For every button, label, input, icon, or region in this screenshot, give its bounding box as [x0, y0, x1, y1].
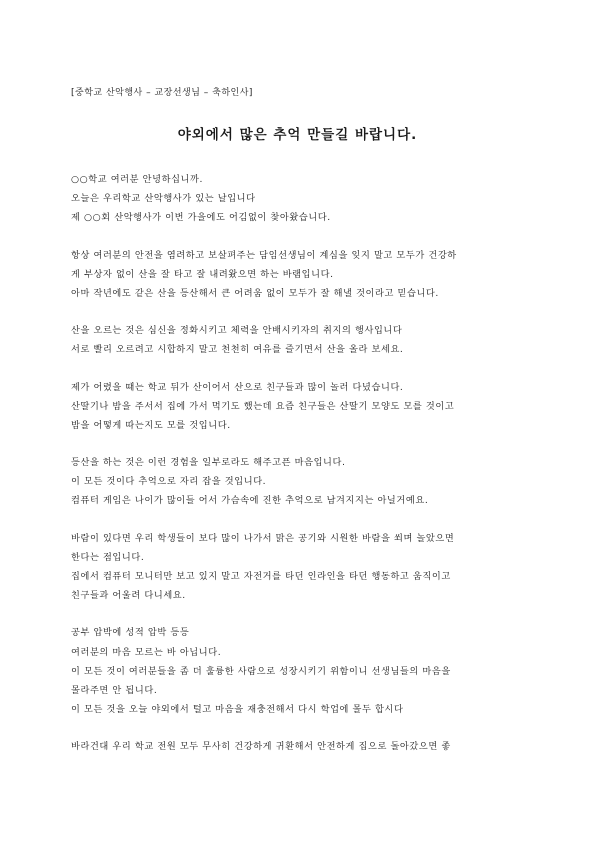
paragraph-memories — [71, 378, 531, 436]
text-line: 이 모든 것이다 추억으로 자리 잡을 것입니다. — [71, 476, 267, 488]
text-line: 오늘은 우리학교 산악행사가 있는 날입니다 — [71, 193, 256, 205]
text-line: 이 모든 것을 오늘 야외에서 털고 마음을 재충전해서 다시 학업에 몰두 합시다 — [71, 704, 404, 716]
paragraph-study-pressure — [71, 623, 531, 719]
text-line: 바라건대 우리 학교 전원 모두 무사히 건강하게 귀환해서 안전하게 집으로 돌아갔으면 좋 — [71, 741, 451, 753]
text-line: 한다는 점입니다. — [71, 551, 145, 563]
paragraph-greeting — [71, 170, 531, 228]
text-line: 친구들과 어울려 다니세요. — [71, 590, 186, 602]
text-line: 몰라주면 안 됩니다. — [71, 684, 158, 696]
text-line: 이 모든 것이 여러분들을 좀 더 훌륭한 사람으로 성장시키기 위함이니 선생님들의 마음을 — [71, 665, 451, 677]
text-line: 아마 작년에도 같은 산을 등산해서 큰 어려움 없이 모두가 잘 해낼 것이라고 믿습니다. — [71, 287, 439, 299]
text-line: 서로 빨리 오르려고 시합하지 말고 천천히 여유를 즐기면서 산을 올라 보세요. — [71, 344, 404, 356]
text-line: 밤을 어떻게 따는지도 모를 것입니다. — [71, 419, 231, 431]
document-header-tag: [중학교 산악행사 – 교장선생님 – 축하인사] — [71, 88, 253, 98]
paragraph-closing — [71, 737, 531, 756]
text-line: 제가 어렸을 때는 학교 뒤가 산이어서 산으로 친구들과 많이 놀러 다녔습니다. — [71, 381, 404, 393]
paragraph-experience — [71, 453, 531, 511]
text-line: 공부 압박에 성적 압박 등등 — [71, 627, 190, 639]
document-title: 야외에서 많은 추억 만들길 바랍니다. — [177, 127, 418, 143]
text-line: 등산을 하는 것은 이런 경험을 일부로라도 해주고픈 마음입니다. — [71, 457, 346, 469]
text-line: 게 부상자 없이 산을 잘 타고 잘 내려왔으면 하는 바램입니다. — [71, 268, 334, 280]
text-line: 컴퓨터 게임은 나이가 많이들 어서 가슴속에 진한 추억으로 남겨지지는 아닐거예요. — [71, 495, 429, 507]
text-line: ○○학교 여러분 안녕하십니까. — [71, 174, 204, 185]
document-body — [71, 170, 531, 775]
paragraph-wish — [71, 529, 531, 606]
paragraph-safety — [71, 246, 531, 304]
text-line: 산딸기나 밤을 주서서 집에 가서 먹기도 했는데 요즘 친구들은 산딸기 모양도 모를 것이고 — [71, 400, 455, 412]
text-line: 산을 오르는 것은 심신을 정화시키고 체력을 안배시키자의 취지의 행사입니다 — [71, 325, 403, 337]
text-line: 집에서 컴퓨터 모니터만 보고 있지 말고 자전거를 타던 인라인을 타던 행동하고 움직이고 — [71, 571, 451, 582]
paragraph-purpose — [71, 321, 531, 359]
text-line: 제 ○○회 산악행사가 이번 가을에도 어김없이 찾아왔습니다. — [71, 212, 331, 224]
text-line: 여러분의 마음 모르는 바 아닙니다. — [71, 646, 222, 658]
text-line: 바람이 있다면 우리 학생들이 보다 많이 나가서 맑은 공기와 시원한 바람을 쐬며 놀았으면 — [71, 532, 455, 544]
text-line: 항상 여러분의 안전을 염려하고 보살펴주는 담임선생님이 계심을 잊지 말고 모두가 건강하 — [71, 249, 457, 261]
